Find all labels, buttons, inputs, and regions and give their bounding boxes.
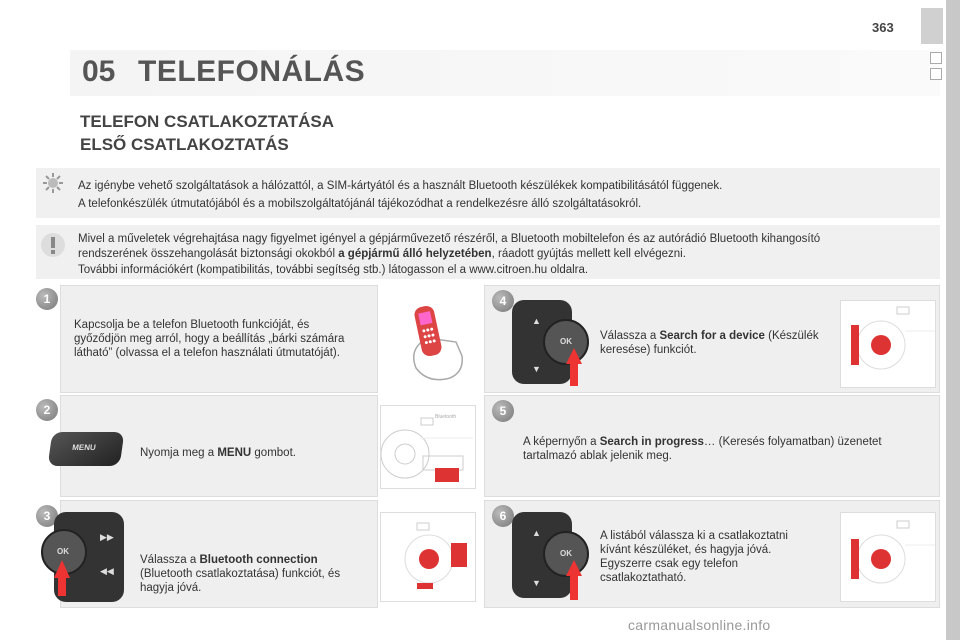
section-subtitle: ELSŐ CSATLAKOZTATÁS [80,135,289,154]
radio-panel-image-6 [840,512,936,602]
ok-knob-image-3 [40,512,126,606]
step-2-bold: MENU [217,447,252,459]
step-5-pre: A képernyőn a [523,436,600,448]
section-title: TELEFON CSATLAKOZTATÁSA [80,112,335,131]
step-1-number: 1 [36,288,58,310]
step-3-number: 3 [36,505,58,527]
step-5-bold: Search in progress [599,436,704,448]
ok-label: OK [560,337,572,346]
svg-text:▼: ▼ [532,578,541,588]
side-bar [946,0,960,640]
svg-text:▲: ▲ [532,528,541,538]
step-5-number: 5 [492,400,514,422]
step-5-post: … (Keresés folyamatban) üzenetet tartalmazó ablak jelenik meg. [523,436,882,462]
menu-button-image [48,432,125,466]
step-2-number: 2 [36,399,58,421]
menu-button-label: MENU [71,443,97,452]
step-3-text [140,553,370,595]
step-3-bold: Bluetooth connection [199,554,318,566]
warning-text-part2: , ráadott gyújtás mellett kell elvégezni. [491,248,686,260]
svg-text:▲: ▲ [532,316,541,326]
step-1-text: Kapcsolja be a telefon Bluetooth funkcióját, és győződjön meg arról, hogy a beállítás „bárki számára látható” (olvassa el a telefon használati útmutatóját). [74,319,345,359]
warning-text-bold: a gépjármű álló helyzetében [338,248,492,260]
info-line-1: Az igénybe vehető szolgáltatások a hálózattól, a SIM-kártyától és a használt Bluetooth készülékek kompatibilitásától függenek. [78,180,723,192]
phone-hand-icon [398,298,470,386]
watermark: carmanualsonline.info [628,617,771,633]
chapter-number: 05 [82,55,116,88]
step-5-text [523,435,903,463]
step-4-bold: Search for a device [659,330,765,342]
warning-text [78,232,878,262]
bluetooth-label: Bluetooth [435,414,457,420]
ok-knob-image-6 [510,512,596,606]
step-4-pre: Válassza a [600,330,660,342]
chapter-title: TELEFONÁLÁS [138,55,366,88]
svg-text:▶▶: ▶▶ [100,532,114,542]
step-2-pre: Nyomja meg a [140,447,218,459]
info-line-2: A telefonkészülék útmutatójából és a mobilszolgáltatójánál tájékozódhat a rendelkezésre álló szolgáltatásokról. [78,198,642,210]
ok-label: OK [560,549,572,558]
corner-tab [921,8,943,44]
side-checkbox [930,68,942,80]
radio-panel-image-4 [840,300,936,388]
step-3-post: (Bluetooth csatlakoztatása) funkciót, és hagyja jóvá. [140,568,341,594]
ok-label: OK [57,547,69,556]
side-checkbox [930,52,942,64]
step-2-text [140,446,370,460]
info-sun-icon [42,172,64,199]
step-4-number: 4 [492,290,514,312]
svg-text:▼: ▼ [532,364,541,374]
warning-icon [40,232,66,263]
step-4-post: (Készülék keresése) funkciót. [600,330,819,356]
page-number: 363 [872,20,894,35]
step-3-pre: Válassza a [140,554,200,566]
warning-text-part1: Mivel a műveletek végrehajtása nagy figyelmet igényel a gépjárművezető részéről, a Bluetooth mobiltelefon és az autórádió Bluetooth kihangosító rendszerének összehangolását biztonsági okokból [78,233,821,260]
warning-line-2: További információkért (kompatibilitás, további segítség stb.) látogasson el a www.citroen.hu oldalra. [78,264,589,276]
radio-panel-image-2 [380,405,476,489]
radio-panel-image-3 [380,512,476,602]
step-2-post: gombot. [251,447,296,459]
step-6-number: 6 [492,505,514,527]
step-4-text [600,329,820,357]
step-6-text: A listából válassza ki a csatlakoztatni kívánt készüléket, és hagyja jóvá. Egyszerre csak egy telefon csatlakoztatható. [600,530,788,584]
ok-knob-image-4 [510,300,596,392]
svg-text:◀◀: ◀◀ [100,566,114,576]
